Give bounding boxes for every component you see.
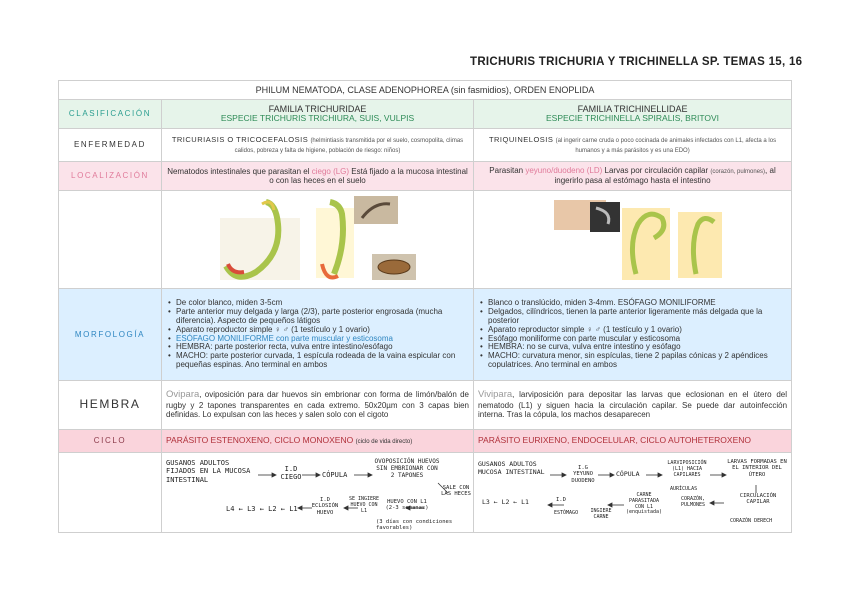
trichinella-diagram-h: AURÍCULAS <box>670 486 698 492</box>
trichuris-localizacion <box>162 162 474 191</box>
trichinella-enfermedad <box>474 129 792 162</box>
muscle-photo-dark <box>590 202 620 232</box>
trichinella-diagram-b: I.G YEYUNO DUODENO <box>571 465 595 484</box>
trichinella-diagram-d: LARVIPOSICIÓN (L1) HACIA CAPILARES <box>667 460 707 478</box>
list-item: • MACHO: curvatura menor, sin espículas, tiene 2 papilas cónicas y 2 apéndices copulatrices. Ano terminal en ambos <box>488 352 787 370</box>
trichuris-loc-pre: Nematodos intestinales que parasitan el <box>167 166 312 176</box>
trichinella-diagram-n: I.D <box>556 497 566 503</box>
trichuris-hembra-text: , oviposición para dar huevos sin embrionar con forma de limón/balón de rugby y 2 tapones transparentes en cada extremo. 50x20µm con 3 capas bien definidas. Lo expulsan con las heces y salen solo con el cigoto <box>166 390 469 420</box>
trichuris-loc-post: Está fijado a la mucosa intestinal o con las heces en el suelo <box>269 166 468 185</box>
trichuris-images <box>162 191 474 289</box>
trichuris-morf-list <box>166 299 469 371</box>
trichuris-loc-highlight: ciego (LG) <box>311 166 350 176</box>
list-item: • ESÓFAGO MONILIFORME con parte muscular y esticosoma <box>176 335 469 344</box>
trichinella-loc-post: Larvas por circulación capilar <box>602 166 709 176</box>
trichuris-morfologia <box>162 289 474 381</box>
trichuris-enfermedad-desc: (helmintiasis transmitida por el suelo, cosmopolita, climas calidos, pobreza y falta de higiene, población de riesgo: niños) <box>234 138 464 154</box>
list-item: • Delgados, cilíndricos, tienen la parte anterior ligeramente más delgada que la posterior <box>488 308 787 326</box>
arrow-head-3 <box>368 473 372 477</box>
trichuris-enfermedad-name: TRICURIASIS O TRICOCEFALOSIS <box>171 135 309 145</box>
summary-table <box>58 80 792 533</box>
trichinella-especie: ESPECIE TRICHINELLA SPIRALIS, BRITOVI <box>545 113 720 124</box>
label-clasificacion: CLASIFICACIÓN <box>59 100 162 129</box>
trichinella-familia: FAMILIA TRICHINELLIDAE <box>577 103 688 114</box>
trichuris-diagram-b: I.D CIEGO <box>280 465 302 482</box>
label-hembra: HEMBRA <box>59 381 162 430</box>
images-label-cell <box>59 191 162 289</box>
list-item: • Esófago moniliforme con parte muscular y esticosoma <box>488 335 787 344</box>
trichuris-diagram-a: GUSANOS ADULTOS FIJADOS EN LA MUCOSA INTESTINAL <box>166 459 251 484</box>
trichinella-hembra-text: , larviposición para depositar las larvas que eclosionan en el útero del nematodo (L1) y siguen hacia la circulación capilar. Se puede dar autoinfección interna. Tras la cópula, los machos desaparecen <box>478 390 788 420</box>
trichuris-diagram-e: SALE CON LAS HECES <box>441 485 471 498</box>
trichuris-diagram-d: OVOPOSICIÓN HUEVOS SIN EMBRIONAR CON 2 TAPONES <box>374 458 440 479</box>
trichuris-diagram-h: I.D ECLOSIÓN HUEVO <box>311 497 339 516</box>
trichinella-morfologia <box>474 289 792 381</box>
trichuris-diagram-g: SE INGIERE HUEVO CON L1 <box>348 496 380 514</box>
trichinella-loc-small: (corazón, pulmones) <box>710 169 766 176</box>
trichuris-hembra-highlight: Ovipara <box>166 389 200 401</box>
list-item: • Blanco o translúcido, miden 3-4mm. ESÓFAGO MONILIFORME <box>488 299 787 308</box>
trichuris-diagram-i: L4 ← L3 ← L2 ← L1 <box>226 505 298 513</box>
trichinella-clasificacion <box>474 100 792 129</box>
list-item: • MACHO: parte posterior curvada, 1 espícula rodeada de la vaina espicular con pequeñas espinas. Ano terminal en ambos <box>176 352 469 370</box>
label-morfologia: MORFOLOGÍA <box>59 289 162 381</box>
trichuris-hembra <box>162 381 474 430</box>
trichinella-illustration <box>478 194 788 286</box>
page-title: TRICHURIS TRICHURIA Y TRICHINELLA SP. TEMAS 15, 16 <box>470 56 803 68</box>
trichuris-diagram-c: CÓPULA <box>322 471 348 479</box>
label-localizacion: LOCALIZACIÓN <box>59 162 162 191</box>
trichuris-clasificacion <box>162 100 474 129</box>
trichinella-ciclo-diagram <box>474 453 792 533</box>
worm-photo <box>354 196 398 224</box>
egg-shape <box>378 260 410 274</box>
diagram-label-cell <box>59 453 162 533</box>
trichinella-loc-post2: , al ingerirlo pasa al estómago hasta el intestino <box>554 166 776 186</box>
trichinella-diagram-j: INGIERE CARNE <box>590 508 612 520</box>
arrow-head-3 <box>658 473 662 477</box>
trichinella-loc-highlight: yeyuno/duodeno (LD) <box>525 166 603 176</box>
trichinella-diagram-l: L3 ← L2 ← L1 <box>482 498 529 506</box>
label-enfermedad: ENFERMEDAD <box>59 129 162 162</box>
trichinella-enfermedad-name: TRIQUINELOSIS <box>488 135 554 145</box>
trichinella-localizacion <box>474 162 792 191</box>
trichinella-morf-list <box>478 299 787 371</box>
arrow-head-7 <box>608 503 612 507</box>
arrow-head-1 <box>272 473 276 477</box>
trichuris-ciclo-small: (ciclo de vida directo) <box>355 439 413 446</box>
list-item: • HEMBRA: no se curva, vulva entre intestino y esófago <box>488 343 787 352</box>
trichinella-diagram-k: CORAZÓN DERECH <box>730 518 773 524</box>
trichuris-ciclo <box>162 430 474 453</box>
arrow-head-7 <box>298 506 302 510</box>
arrow-head-2 <box>316 473 320 477</box>
trichinella-diagram-c: CÓPULA <box>616 470 640 478</box>
arrow-head-8 <box>548 503 552 507</box>
trichuris-familia: FAMILIA TRICHURIDAE <box>268 103 367 114</box>
arrow-head-2 <box>610 473 614 477</box>
trichinella-diagram-e: LARVAS FORMADAS EN EL INTERIOR DEL ÚTERO <box>727 459 787 478</box>
list-item: • Parte anterior muy delgada y larga (2/3), parte posterior engrosada (mucha diferencia). Aspecto de pequeños látigos <box>176 308 469 326</box>
arrow-head-1 <box>562 473 566 477</box>
trichinella-diagram-f: CIRCULACIÓN CAPILAR <box>739 493 777 506</box>
trichinella-diagram-a: GUSANOS ADULTOS MUCOSA INTESTINAL <box>478 460 545 476</box>
list-item: • De color blanco, miden 3-5cm <box>176 299 469 308</box>
trichinella-enfermedad-desc: (al ingerir carne cruda o poco cocinada de animales infectados con L1, afecta a los humanos y a más parásitos y es una EDO) <box>555 138 777 154</box>
list-item: • Aparato reproductor simple ♀ ♂ (1 testículo y 1 ovario) <box>176 326 469 335</box>
trichinella-diagram-g: CORAZÓN, PULMONES <box>680 496 706 508</box>
trichuris-illustration <box>166 194 470 286</box>
list-item: • Aparato reproductor simple ♀ ♂ (1 testículo y 1 ovario) <box>488 326 787 335</box>
trichinella-diagram-m: ESTÓMAGO <box>554 510 579 516</box>
trichuris-ciclo-text: PARÁSITO ESTENOXENO, CICLO MONOXENO <box>166 435 354 446</box>
trichinella-hembra-highlight: Vivipara <box>478 389 513 401</box>
trichinella-images <box>474 191 792 289</box>
trichinella-hembra <box>474 381 792 430</box>
list-item: • HEMBRA: parte posterior recta, vulva entre intestino/esófago <box>176 343 469 352</box>
label-ciclo: CICLO <box>59 430 162 453</box>
trichuris-diagram-j: (3 días con condiciones favorables) <box>376 519 453 532</box>
trichuris-diagram-f: HUEVO CON L1 (2-3 semanas) <box>385 499 429 512</box>
trichinella-diagram-i: CARNE PARASITADA CON L1 (enquistada) <box>625 492 663 516</box>
trichuris-especie: ESPECIE TRICHURIS TRICHIURA, SUIS, VULPIS <box>220 113 415 124</box>
trichuris-enfermedad <box>162 129 474 162</box>
trichinella-ciclo: PARÁSITO EURIXENO, ENDOCELULAR, CICLO AUTOHETEROXENO <box>474 430 792 453</box>
trichuris-ciclo-diagram <box>162 453 474 533</box>
trichinella-loc-pre: Parasitan <box>489 166 526 176</box>
table-header: PHILUM NEMATODA, CLASE ADENOPHOREA (sin fasmidios), ORDEN ENOPLIDA <box>59 81 792 100</box>
